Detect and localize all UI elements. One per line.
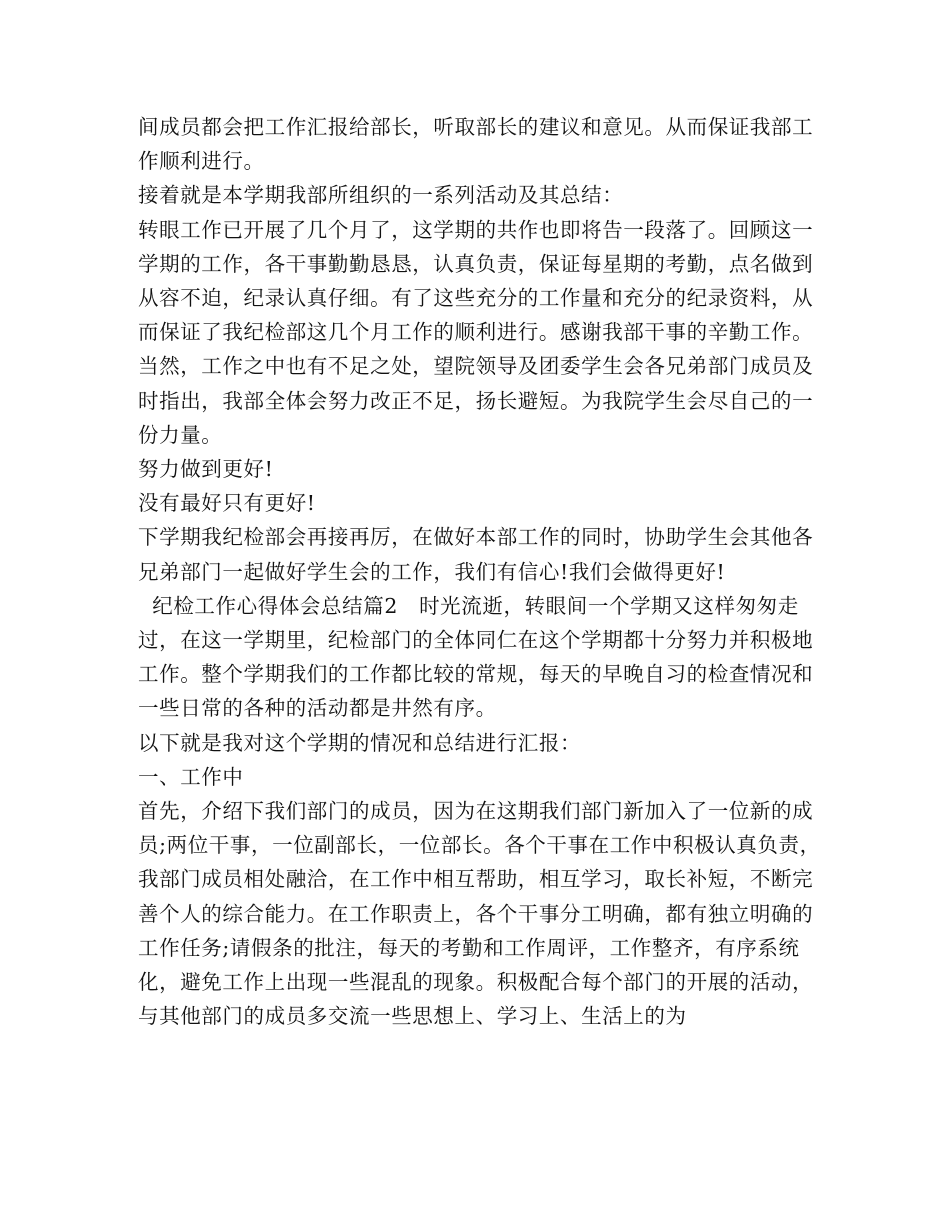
paragraph-next-semester: 下学期我纪检部会再接再厉，在做好本部工作的同时，协助学生会其他各兄弟部门一起做好学生会的工作，我们有信心!我们会做得更好!: [138, 525, 814, 584]
section-heading-work: 一、工作中: [138, 764, 244, 789]
document-body: [138, 110, 828, 1033]
paragraph-report-intro: 以下就是我对这个学期的情况和总结进行汇报：: [138, 730, 582, 755]
paragraph-work-review: 转眼工作已开展了几个月了，这学期的共作也即将告一段落了。回顾这一学期的工作，各干事勤勤恳恳，认真负责，保证每星期的考勤，点名做到从容不迫，纪录认真仔细。有了这些充分的工作量和充分的纪录资料，从而保证了我纪检部这几个月工作的顺利进行。感谢我部干事的辛勤工作。: [138, 217, 814, 345]
paragraph-article-2-intro: 纪检工作心得体会总结篇2 时光流逝，转眼间一个学期又这样匆匆走过，在这一学期里，纪检部门的全体同仁在这个学期都十分努力并积极地工作。整个学期我们的工作都比较的常规，每天的早晚自习的检查情况和一些日常的各种的活动都是井然有序。: [138, 593, 814, 721]
paragraph-shortcomings: 当然，工作之中也有不足之处，望院领导及团委学生会各兄弟部门成员及时指出，我部全体会努力改正不足，扬长避短。为我院学生会尽自己的一份力量。: [138, 354, 814, 447]
paragraph-activities-intro: 接着就是本学期我部所组织的一系列活动及其总结：: [138, 183, 624, 208]
paragraph-motto-2: 没有最好只有更好!: [138, 491, 316, 516]
paragraph-motto-1: 努力做到更好!: [138, 457, 274, 482]
paragraph-continuation: 间成员都会把工作汇报给部长，听取部长的建议和意见。从而保证我部工作顺利进行。: [138, 115, 814, 174]
paragraph-members: 首先，介绍下我们部门的成员，因为在这期我们部门新加入了一位新的成员;两位干事，一位副部长，一位部长。各个干事在工作中积极认真负责，我部门成员相处融洽，在工作中相互帮助，相互学习，取长补短，不断完善个人的综合能力。在工作职责上，各个干事分工明确，都有独立明确的工作任务;请假条的批注，每天的考勤和工作周评，工作整齐，有序系统化，避免工作上出现一些混乱的现象。积极配合每个部门的开展的活动，与其他部门的成员多交流一些思想上、学习上、生活上的为: [138, 799, 821, 1029]
